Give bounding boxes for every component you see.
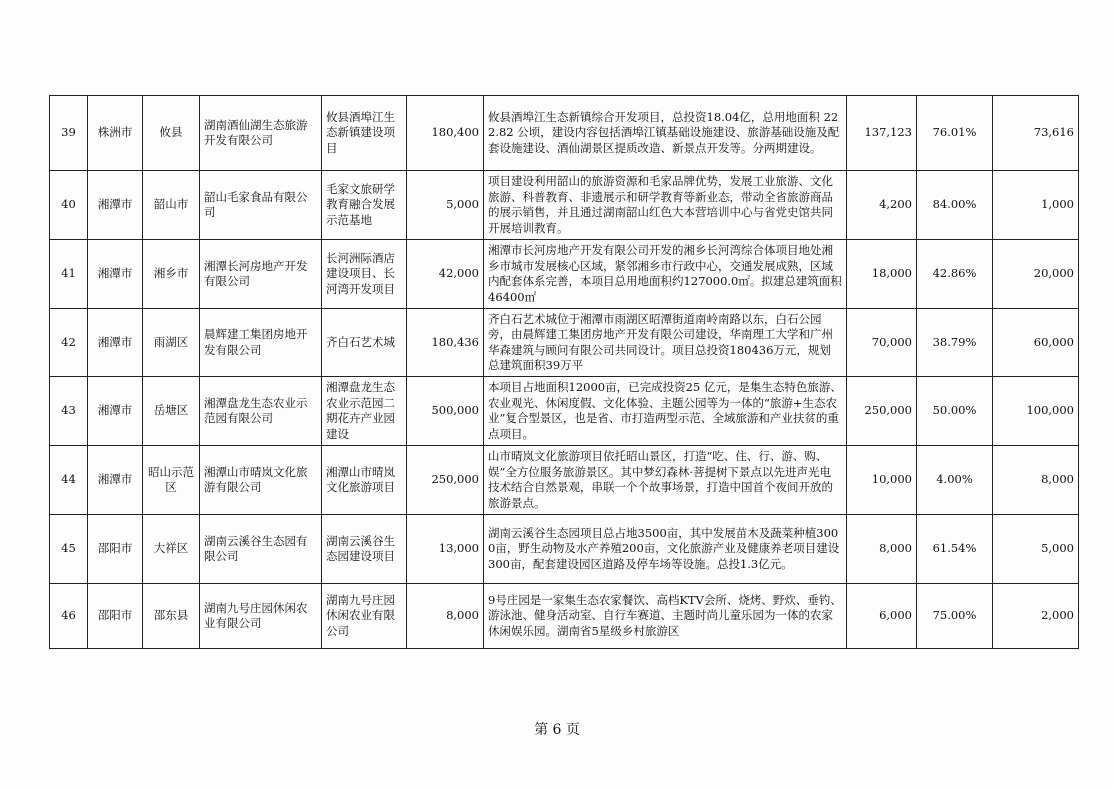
- completed-investment-cell: 10,000: [847, 446, 917, 515]
- city-cell: 湘潭市: [88, 309, 143, 377]
- completed-investment-cell: 6,000: [847, 584, 917, 649]
- row-index: 42: [50, 309, 88, 377]
- total-investment-cell: 250,000: [407, 446, 484, 515]
- planned-investment-cell: 100,000: [993, 377, 1079, 446]
- city-cell: 株洲市: [88, 96, 143, 171]
- completed-investment-cell: 8,000: [847, 515, 917, 584]
- completed-investment-cell: 18,000: [847, 240, 917, 309]
- row-index: 45: [50, 515, 88, 584]
- city-cell: 湘潭市: [88, 240, 143, 309]
- row-index: 46: [50, 584, 88, 649]
- company-cell: 湖南酒仙湖生态旅游开发有限公司: [200, 96, 322, 171]
- table-row: [50, 171, 1079, 240]
- project-name-cell: 毛家文旅研学教育融合发展示范基地: [322, 171, 407, 240]
- city-cell: 邵阳市: [88, 515, 143, 584]
- project-name-cell: 湖南云溪谷生态园建设项目: [322, 515, 407, 584]
- city-cell: 湘潭市: [88, 377, 143, 446]
- completed-investment-cell: 137,123: [847, 96, 917, 171]
- table-row: [50, 96, 1079, 171]
- county-cell: 邵东县: [143, 584, 200, 649]
- row-index: 43: [50, 377, 88, 446]
- company-cell: 韶山毛家食品有限公司: [200, 171, 322, 240]
- table-row: [50, 309, 1079, 377]
- county-cell: 昭山示范区: [143, 446, 200, 515]
- city-cell: 湘潭市: [88, 446, 143, 515]
- planned-investment-cell: 1,000: [993, 171, 1079, 240]
- completion-rate-cell: 84.00%: [917, 171, 993, 240]
- table-row: [50, 377, 1079, 446]
- total-investment-cell: 5,000: [407, 171, 484, 240]
- row-index: 39: [50, 96, 88, 171]
- completion-rate-cell: 38.79%: [917, 309, 993, 377]
- planned-investment-cell: 5,000: [993, 515, 1079, 584]
- county-cell: 湘乡市: [143, 240, 200, 309]
- project-description-cell: 9号庄园是一家集生态农家餐饮、高档KTV会所、烧烤、野炊、垂钓、游泳池、健身活动室、自行车赛道、主题时尚儿童乐园为一体的农家休闲娱乐园。湖南省5星级乡村旅游区: [484, 584, 847, 649]
- county-cell: 大祥区: [143, 515, 200, 584]
- completed-investment-cell: 250,000: [847, 377, 917, 446]
- project-name-cell: 齐白石艺术城: [322, 309, 407, 377]
- total-investment-cell: 180,436: [407, 309, 484, 377]
- planned-investment-cell: 8,000: [993, 446, 1079, 515]
- county-cell: 雨湖区: [143, 309, 200, 377]
- total-investment-cell: 180,400: [407, 96, 484, 171]
- project-name-cell: 湘潭盘龙生态农业示范园二期花卉产业园建设: [322, 377, 407, 446]
- row-index: 44: [50, 446, 88, 515]
- project-description-cell: 齐白石艺术城位于湘潭市雨湖区昭潭街道南岭南路以东，白石公园旁，由晨辉建工集团房地产开发有限公司建设，华南理工大学和广州华森建筑与顾问有限公司共同设计。项目总投资180436万元，规划总建筑面积39万平: [484, 309, 847, 377]
- total-investment-cell: 42,000: [407, 240, 484, 309]
- completion-rate-cell: 4.00%: [917, 446, 993, 515]
- planned-investment-cell: 60,000: [993, 309, 1079, 377]
- county-cell: 岳塘区: [143, 377, 200, 446]
- planned-investment-cell: 2,000: [993, 584, 1079, 649]
- page-number: 第 6 页: [534, 722, 580, 738]
- completion-rate-cell: 76.01%: [917, 96, 993, 171]
- project-description-cell: 湘潭市长河房地产开发有限公司开发的湘乡长河湾综合体项目地处湘乡市城市发展核心区域，紧邻湘乡市行政中心，交通发展成熟，区域内配套体系完善，本项目总用地面积约127000.0㎡。拟建总建筑面积46400㎡: [484, 240, 847, 309]
- company-cell: 湖南云溪谷生态园有限公司: [200, 515, 322, 584]
- row-index: 40: [50, 171, 88, 240]
- city-cell: 邵阳市: [88, 584, 143, 649]
- table-body: [50, 96, 1079, 649]
- completed-investment-cell: 4,200: [847, 171, 917, 240]
- table-row: [50, 515, 1079, 584]
- project-name-cell: 湘潭山市晴岚文化旅游项目: [322, 446, 407, 515]
- project-table: [49, 95, 1079, 649]
- total-investment-cell: 8,000: [407, 584, 484, 649]
- project-description-cell: 攸县酒埠江生态新镇综合开发项目，总投资18.04亿，总用地面积 222.82 公顷，建设内容包括酒埠江镇基础设施建设、旅游基础设施及配套设施建设、酒仙湖景区提质改造、新景点开发等。分两期建设。: [484, 96, 847, 171]
- county-cell: 攸县: [143, 96, 200, 171]
- completion-rate-cell: 75.00%: [917, 584, 993, 649]
- planned-investment-cell: 20,000: [993, 240, 1079, 309]
- planned-investment-cell: 73,616: [993, 96, 1079, 171]
- project-name-cell: 长河洲际酒店建设项目、长河湾开发项目: [322, 240, 407, 309]
- table-row: [50, 240, 1079, 309]
- company-cell: 湘潭盘龙生态农业示范园有限公司: [200, 377, 322, 446]
- county-cell: 韶山市: [143, 171, 200, 240]
- project-description-cell: 山市晴岚文化旅游项目依托昭山景区，打造“吃、住、行、游、购、娱”全方位服务旅游景区。其中梦幻森林·菩提树下景点以先进声光电技术结合自然景观，串联一个个故事场景，打造中国首个夜间开放的旅游景点。: [484, 446, 847, 515]
- project-description-cell: 项目建设利用韶山的旅游资源和毛家品牌优势，发展工业旅游、文化旅游、科普教育、非遗展示和研学教育等新业态，带动全省旅游商品的展示销售，并且通过湖南韶山红色大本营培训中心与省党史馆共同开展培训教育。: [484, 171, 847, 240]
- city-cell: 湘潭市: [88, 171, 143, 240]
- project-name-cell: 湖南九号庄园休闲农业有限公司: [322, 584, 407, 649]
- project-name-cell: 攸县酒埠江生态新镇建设项目: [322, 96, 407, 171]
- completion-rate-cell: 61.54%: [917, 515, 993, 584]
- completion-rate-cell: 42.86%: [917, 240, 993, 309]
- company-cell: 湘潭山市晴岚文化旅游有限公司: [200, 446, 322, 515]
- total-investment-cell: 500,000: [407, 377, 484, 446]
- company-cell: 湘潭长河房地产开发有限公司: [200, 240, 322, 309]
- total-investment-cell: 13,000: [407, 515, 484, 584]
- table-row: [50, 446, 1079, 515]
- project-description-cell: 本项目占地面积12000亩，已完成投资25 亿元，是集生态特色旅游、农业观光、休闲度假、文化体验、主题公园等为一体的“旅游+生态农业”复合型景区，也是省、市打造两型示范、全域旅游和产业扶贫的重点项目。: [484, 377, 847, 446]
- row-index: 41: [50, 240, 88, 309]
- company-cell: 晨辉建工集团房地开发有限公司: [200, 309, 322, 377]
- completed-investment-cell: 70,000: [847, 309, 917, 377]
- table-row: [50, 584, 1079, 649]
- completion-rate-cell: 50.00%: [917, 377, 993, 446]
- company-cell: 湖南九号庄园休闲农业有限公司: [200, 584, 322, 649]
- project-description-cell: 湖南云溪谷生态园项目总占地3500亩，其中发展苗木及蔬菜种植3000亩，野生动物及水产养殖200亩，文化旅游产业及健康养老项目建设300亩，配套建设园区道路及停车场等设施。总投1.3亿元。: [484, 515, 847, 584]
